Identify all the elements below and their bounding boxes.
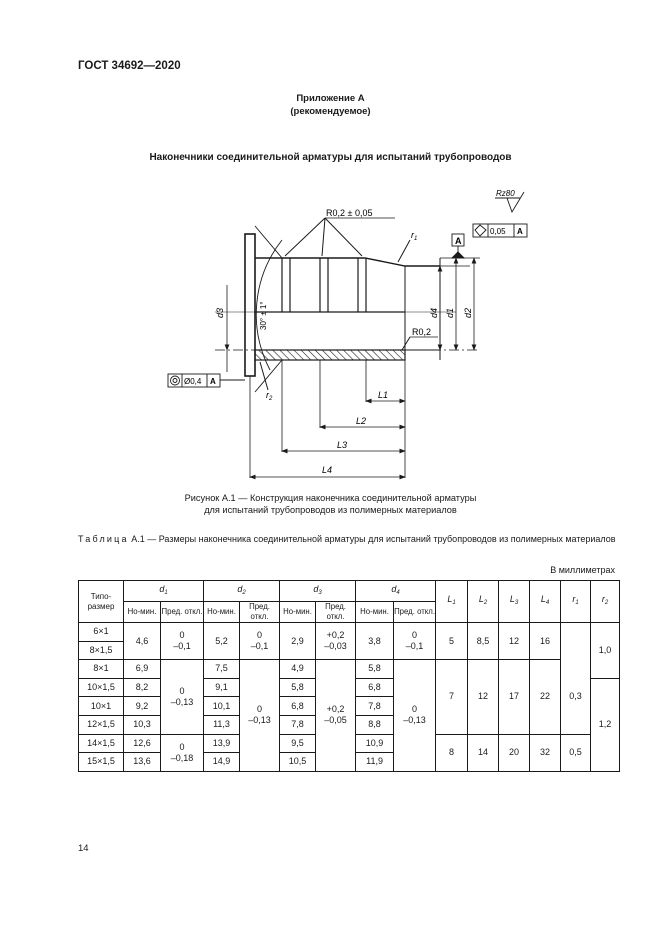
r2-cell: 1,2	[591, 678, 620, 771]
figure-caption	[0, 492, 661, 516]
type-cell: 10×1	[79, 697, 124, 716]
L1-cell: 5	[436, 623, 468, 660]
d3-header: $d_3$	[280, 581, 356, 602]
L2-header: $L_2$	[468, 581, 499, 623]
r1-label: $r_1$	[411, 230, 418, 242]
type-cell: 6×1	[79, 623, 124, 642]
d1-tol-cell: 0 –0,18	[161, 734, 204, 771]
d3-cell: 10,5	[280, 753, 316, 772]
d4-cell: 8,8	[356, 715, 394, 734]
concentricity-datum: A	[210, 377, 216, 386]
radius-label: R0,2 ± 0,05	[326, 208, 373, 218]
d3-tol-cell: +0,2 –0,05	[316, 660, 356, 772]
d1-nom-header: Но-мин.	[124, 602, 161, 623]
L4-label: L4	[322, 465, 333, 475]
d4-cell: 10,9	[356, 734, 394, 753]
d1-tol-cell: 0 –0,1	[161, 623, 204, 660]
r-small-label: R0,2	[412, 327, 432, 337]
d2-cell: 11,3	[204, 715, 240, 734]
r1-cell	[561, 623, 591, 660]
d3-nom-header: Но-мин.	[280, 602, 316, 623]
d1-cell: 10,3	[124, 715, 161, 734]
d3-cell: 6,8	[280, 697, 316, 716]
L2-cell: 12	[468, 660, 499, 734]
L4-cell: 32	[530, 734, 561, 771]
table-caption	[78, 533, 623, 545]
L2-cell: 8,5	[468, 623, 499, 660]
d4-label: d4	[429, 307, 439, 318]
d2-header: $d_2$	[204, 581, 280, 602]
table-row	[79, 623, 620, 642]
d1-cell: 4,6	[124, 623, 161, 660]
d1-cell: 8,2	[124, 678, 161, 697]
d3-cell: 2,9	[280, 623, 316, 660]
d4-cell: 6,8	[356, 678, 394, 697]
flatness-tolerance: 0,05	[490, 227, 506, 236]
type-cell: 10×1,5	[79, 678, 124, 697]
page-number: 14	[78, 843, 89, 854]
appendix-title: Приложение А	[296, 93, 365, 104]
type-cell: 8×1	[79, 660, 124, 679]
flange-outline	[245, 234, 255, 376]
d2-nom-header: Но-мин.	[204, 602, 240, 623]
d1-tol-header: Пред. откл.	[161, 602, 204, 623]
L3-header: $L_3$	[499, 581, 530, 623]
type-cell: 12×1,5	[79, 715, 124, 734]
datum-label: A	[455, 236, 462, 246]
angle-label: 30° ± 1°	[259, 301, 268, 330]
d4-cell: 7,8	[356, 697, 394, 716]
d2-label: d2	[463, 307, 473, 318]
section-title: Наконечники соединительной арматуры для испытаний трубопроводов	[149, 152, 512, 163]
d2-cell: 10,1	[204, 697, 240, 716]
L2-label: L2	[356, 416, 367, 426]
d1-cell: 12,6	[124, 734, 161, 753]
d1-cell: 9,2	[124, 697, 161, 716]
fitting-drawing	[160, 185, 540, 485]
d3-label: d3	[215, 307, 225, 318]
L4-header: $L_4$	[530, 581, 561, 623]
d3-cell: 4,9	[280, 660, 316, 679]
flatness-datum: A	[517, 227, 523, 236]
d1-cell: 6,9	[124, 660, 161, 679]
table-caption-label: Таблица	[78, 534, 129, 544]
d1-header: $d_1$	[124, 581, 204, 602]
d1-label: d1	[445, 307, 455, 318]
type-header: Типо-размер	[79, 581, 124, 623]
L4-cell: 22	[530, 660, 561, 734]
r1-header: $r_1$	[561, 581, 591, 623]
d2-tol-header: Пред. откл.	[240, 602, 280, 623]
L1-cell: 7	[436, 660, 468, 734]
d4-tol-header: Пред. откл.	[394, 602, 436, 623]
table-row	[79, 660, 620, 679]
d4-nom-header: Но-мин.	[356, 602, 394, 623]
L1-header: $L_1$	[436, 581, 468, 623]
units-note: В миллиметрах	[550, 565, 615, 575]
d2-tol-cell: 0 –0,1	[240, 623, 280, 660]
d4-cell: 3,8	[356, 623, 394, 660]
type-cell: 14×1,5	[79, 734, 124, 753]
standard-number: ГОСТ 34692—2020	[78, 60, 181, 72]
d4-header: $d_4$	[356, 581, 436, 602]
d2-cell: 9,1	[204, 678, 240, 697]
d4-tol-cell: 0 –0,13	[394, 660, 436, 772]
caption-line-2: для испытаний трубопроводов из полимерных материалов	[204, 505, 457, 515]
L3-label: L3	[337, 440, 348, 450]
d1-cell: 13,6	[124, 753, 161, 772]
d3-cell: 9,5	[280, 734, 316, 753]
appendix-heading	[0, 92, 661, 118]
type-cell: 8×1,5	[79, 641, 124, 660]
L3-cell: 20	[499, 734, 530, 771]
d3-cell: 7,8	[280, 715, 316, 734]
L3-cell: 12	[499, 623, 530, 660]
d3-tol-cell: +0,2 –0,03	[316, 623, 356, 660]
d1-tol-cell: 0 –0,13	[161, 660, 204, 734]
d4-cell: 11,9	[356, 753, 394, 772]
d2-cell: 13,9	[204, 734, 240, 753]
r2-header: $r_2$	[591, 581, 620, 623]
caption-line-1: Рисунок А.1 — Конструкция наконечника соединительной арматуры	[184, 493, 477, 503]
dimensions-table	[78, 580, 620, 772]
table-caption-text: А.1 — Размеры наконечника соединительной арматуры для испытаний трубопроводов из полимерных материалов	[128, 534, 616, 544]
d2-tol-cell: 0 –0,13	[240, 660, 280, 772]
d3-tol-header: Пред. откл.	[316, 602, 356, 623]
d2-cell: 5,2	[204, 623, 240, 660]
d2-cell: 14,9	[204, 753, 240, 772]
r2-label: $r_2$	[266, 390, 273, 402]
d4-cell: 5,8	[356, 660, 394, 679]
L1-cell: 8	[436, 734, 468, 771]
appendix-note: (рекомендуемое)	[290, 106, 371, 117]
d3-cell: 5,8	[280, 678, 316, 697]
L4-cell: 16	[530, 623, 561, 660]
L1-label: L1	[378, 390, 389, 400]
d4-tol-cell: 0 –0,1	[394, 623, 436, 660]
r1-cell: 0,5	[561, 734, 591, 771]
L2-cell: 14	[468, 734, 499, 771]
d2-cell: 7,5	[204, 660, 240, 679]
L3-cell: 17	[499, 660, 530, 734]
type-cell: 15×1,5	[79, 753, 124, 772]
concentricity-tolerance: Ø0,4	[184, 377, 202, 386]
roughness-label: Rz80	[496, 189, 515, 198]
r2-cell: 1,0	[591, 623, 620, 679]
r1-cell: 0,3	[561, 660, 591, 734]
